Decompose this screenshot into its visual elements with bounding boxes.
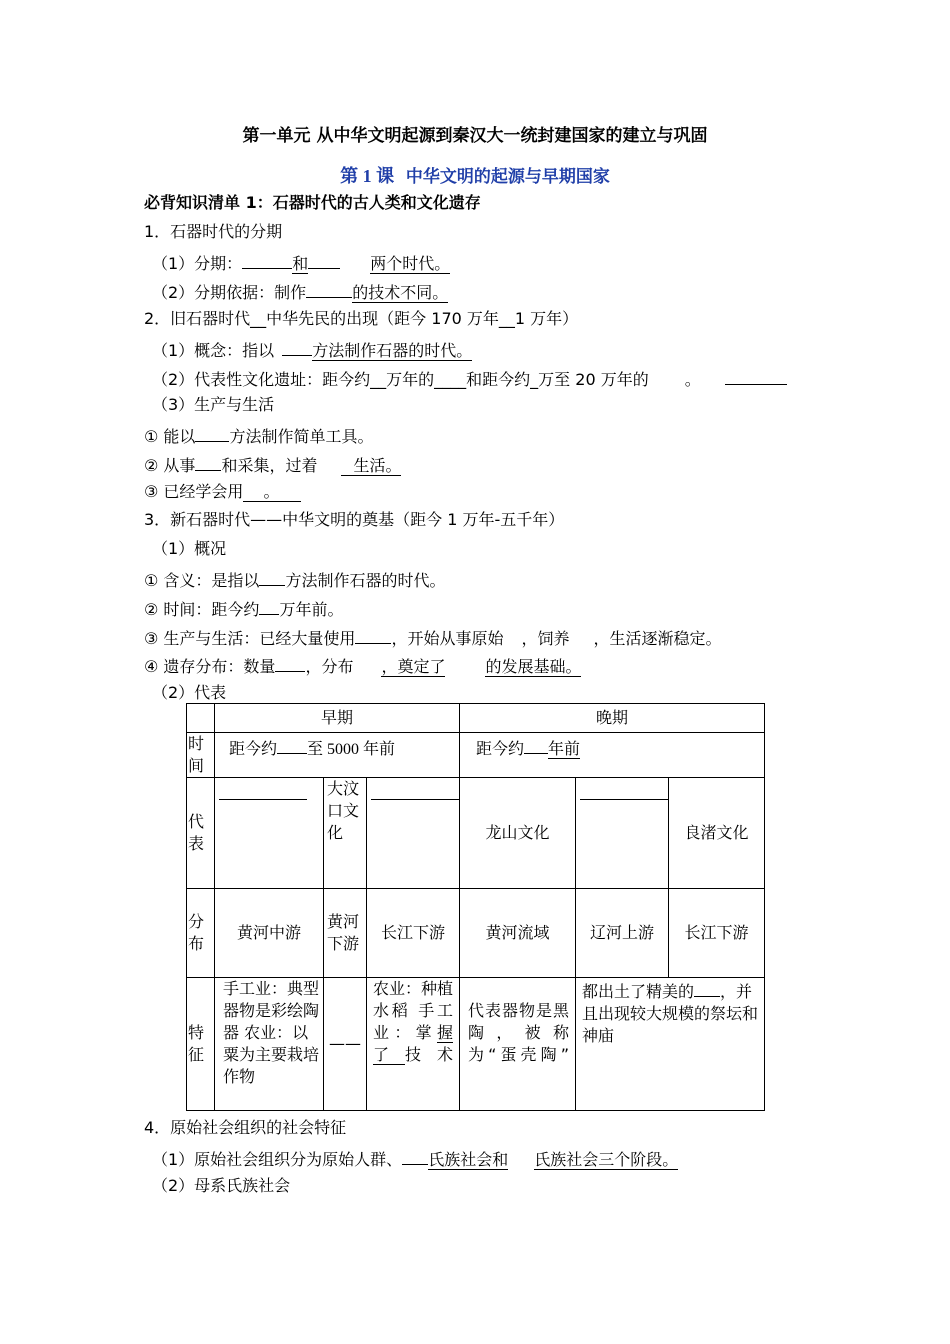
header-late: 晚期 [460, 704, 765, 733]
fill-blank[interactable] [580, 783, 668, 800]
fill-blank[interactable] [355, 625, 391, 644]
fill-blank[interactable] [259, 567, 285, 586]
fill-blank[interactable] [402, 1146, 428, 1165]
checklist-heading: 必背知识清单 1：石器时代的古人类和文化遗存 [144, 193, 481, 212]
row-label-time: 时间 [187, 733, 215, 778]
fill-blank[interactable] [306, 279, 352, 298]
rep-early-1 [215, 778, 324, 889]
section-3-heading: 3．新石器时代——中华文明的奠基（距今 1 万年-五千年） [144, 510, 565, 529]
header-early: 早期 [215, 704, 460, 733]
unit-title: 第一单元 从中华文明起源到秦汉大一统封建国家的建立与巩固 [242, 126, 708, 146]
s2-sub-2: ② 从事 和采集，过着 生活。 [144, 452, 401, 477]
fill-blank[interactable] [277, 735, 307, 754]
dist-cell: 长江下游 [669, 889, 765, 978]
s3-item-1: （1）概况 [152, 539, 227, 558]
s3-sub-2: ② 时间：距今约 万年前。 [144, 596, 343, 621]
dist-cell: 黄河中游 [215, 889, 324, 978]
feat-early-3: 农业：种植水稻 手工业：掌握了技术 [367, 978, 460, 1111]
dist-cell: 长江下游 [367, 889, 460, 978]
row-label-feat: 特征 [187, 978, 215, 1111]
dist-cell: 黄河流域 [460, 889, 576, 978]
fill-blank[interactable] [308, 250, 340, 269]
fill-blank[interactable] [275, 653, 305, 672]
lesson-name: 中华文明的起源与早期国家 [405, 167, 610, 187]
neolithic-table [186, 703, 765, 1111]
row-label-rep: 代表 [187, 778, 215, 889]
dist-cell: 黄河下游 [324, 889, 367, 978]
s3-sub-3: ③ 生产与生活：已经大量使用 ，开始从事原始 ，饲养 ，生活逐渐稳定。 [144, 625, 721, 650]
feat-early-1: 手工业：典型器物是彩绘陶器 农业：以粟为主要栽培作物 [215, 978, 324, 1111]
section-4-heading: 4．原始社会组织的社会特征 [144, 1118, 347, 1137]
rep-longshan: 龙山文化 [460, 778, 576, 889]
rep-early-3 [367, 778, 460, 889]
section-2-heading: 2．旧石器时代__中华先民的出现（距今 170 万年__1 万年） [144, 309, 579, 328]
lesson-number: 第 1 课 [340, 166, 395, 186]
dist-cell: 辽河上游 [576, 889, 669, 978]
s1-item-2: （2）分期依据：制作 的技术不同。 [152, 279, 448, 304]
fill-blank[interactable] [219, 783, 307, 800]
rep-late-2 [576, 778, 669, 889]
row-label-dist: 分布 [187, 889, 215, 978]
s3-sub-1: ① 含义：是指以 方法制作石器的时代。 [144, 567, 445, 592]
table-corner [187, 704, 215, 733]
s2-item-1: （1）概念：指以 方法制作石器的时代。 [152, 337, 472, 362]
s2-sub-3: ③ 已经学会用 。 [144, 481, 301, 503]
rep-dawenkou: 大汶口文化 [324, 778, 367, 889]
fill-blank[interactable] [694, 978, 720, 997]
lesson-title [0, 162, 950, 188]
feat-early-2: —— [324, 978, 367, 1111]
s2-item-3: （3）生产与生活 [152, 395, 275, 414]
s4-item-2: （2）母系氏族社会 [152, 1176, 291, 1195]
s4-item-1: （1）原始社会组织分为原始人群、 氏族社会和 氏族社会三个阶段。 [152, 1146, 678, 1171]
fill-blank[interactable] [259, 596, 279, 615]
fill-blank[interactable] [195, 423, 229, 442]
time-late: 距今约 年前 [460, 733, 765, 778]
feat-longshan: 代表器物是黑陶，被称为“蛋壳陶” [460, 978, 576, 1111]
s2-item-2: （2）代表性文化遗址：距今约__万年的____和距今约_万至 20 万年的 。 [152, 366, 787, 391]
fill-blank[interactable] [725, 366, 787, 385]
fill-blank[interactable] [371, 783, 459, 800]
s3-sub-4: ④ 遗存分布：数量 ，分布 ，奠定了 的发展基础。 [144, 653, 581, 678]
rep-liangzhu: 良渚文化 [669, 778, 765, 889]
time-early: 距今约 至 5000 年前 [215, 733, 460, 778]
fill-blank[interactable] [282, 337, 312, 356]
s1-item-1: （1）分期： 和 两个时代。 [152, 250, 450, 275]
fill-blank[interactable] [242, 250, 292, 269]
fill-blank[interactable] [195, 452, 221, 471]
fill-blank[interactable] [524, 735, 548, 754]
section-1-heading: 1．石器时代的分期 [144, 222, 283, 241]
s3-item-2: （2）代表 [152, 683, 227, 702]
s2-sub-1: ① 能以 方法制作简单工具。 [144, 423, 373, 448]
feat-late-shared: 都出土了精美的 ，并且出现较大规模的祭坛和神庙 [576, 978, 765, 1111]
